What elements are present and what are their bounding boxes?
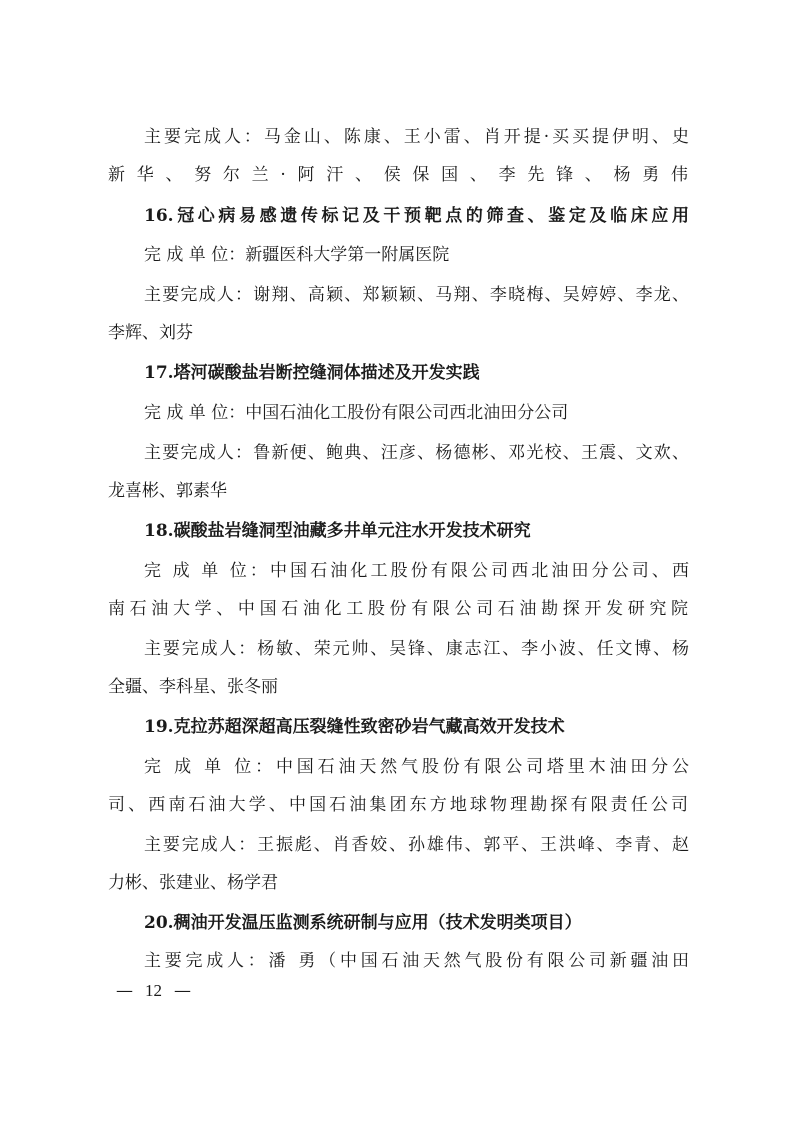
page-number: 12: [145, 981, 162, 1000]
text-line: 主要完成人：谢翔、高颖、郑颖颖、马翔、李晓梅、吴婷婷、李龙、: [144, 285, 689, 305]
section-title: 17.塔河碳酸盐岩断控缝洞体描述及开发实践: [144, 363, 480, 383]
footer-dash-right: —: [174, 981, 191, 1001]
text-line: 完 成 单 位：新疆医科大学第一附属医院: [144, 245, 450, 265]
text-line: 主要完成人：杨敏、荣元帅、吴锋、康志江、李小波、任文博、杨: [144, 639, 689, 659]
text-line: 李辉、刘芬: [108, 323, 193, 343]
section-title: 16.冠心病易感遗传标记及干预靶点的筛查、鉴定及临床应用: [144, 206, 689, 226]
text-line: 新华、努尔兰·阿汗、侯保国、李先锋、杨勇伟: [108, 165, 688, 185]
page-footer: [116, 976, 191, 1006]
text-line: 南石油大学、中国石油化工股份有限公司石油勘探开发研究院: [108, 599, 688, 619]
text-line: 主要完成人：鲁新便、鲍典、汪彦、杨德彬、邓光校、王震、文欢、: [144, 443, 689, 463]
text-line: 主要完成人：王振彪、肖香姣、孙雄伟、郭平、王洪峰、李青、赵: [144, 835, 689, 855]
text-line: 主要完成人：潘 勇（中国石油天然气股份有限公司新疆油田: [144, 951, 689, 971]
text-line: 主要完成人：马金山、陈康、王小雷、肖开提·买买提伊明、史: [144, 127, 689, 147]
footer-dash-left: —: [116, 981, 133, 1001]
text-line: 完 成 单 位：中国石油化工股份有限公司西北油田分公司、西: [144, 561, 689, 581]
text-line: 全疆、李科星、张冬丽: [108, 677, 278, 697]
section-title: 18.碳酸盐岩缝洞型油藏多井单元注水开发技术研究: [144, 521, 531, 541]
section-title: 20.稠油开发温压监测系统研制与应用（技术发明类项目）: [144, 913, 582, 933]
section-title: 19.克拉苏超深超高压裂缝性致密砂岩气藏高效开发技术: [144, 717, 565, 737]
text-line: 力彬、张建业、杨学君: [108, 873, 278, 893]
text-line: 完 成 单 位：中国石油化工股份有限公司西北油田分公司: [144, 403, 569, 423]
text-line: 完 成 单 位：中国石油天然气股份有限公司塔里木油田分公: [144, 757, 689, 777]
text-line: 龙喜彬、郭素华: [108, 481, 227, 501]
text-line: 司、西南石油大学、中国石油集团东方地球物理勘探有限责任公司: [108, 795, 688, 815]
